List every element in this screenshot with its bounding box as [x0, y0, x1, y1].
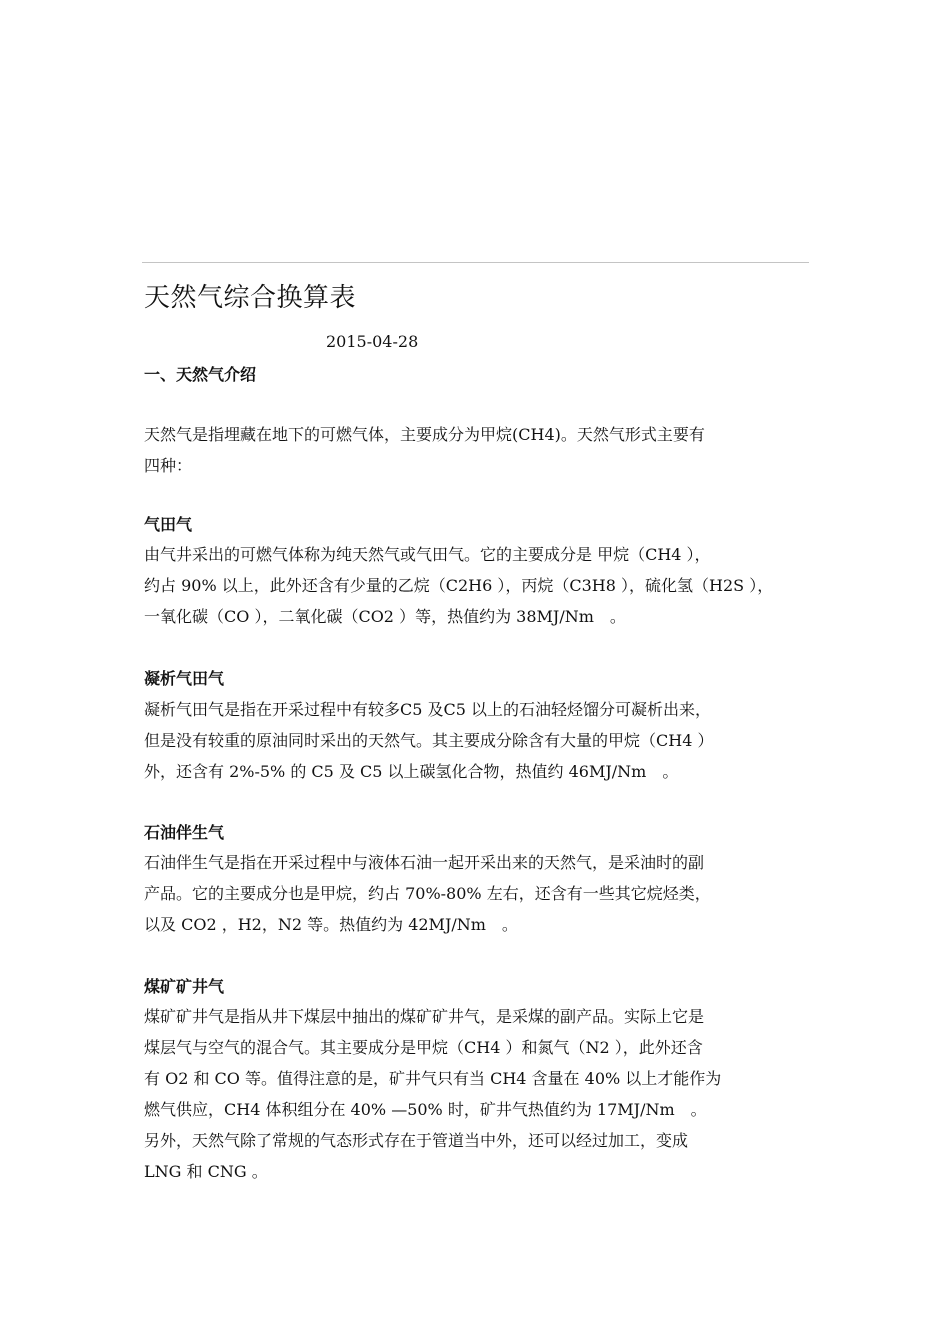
paragraph-line: 由气井采出的可燃气体称为纯天然气或气田气。它的主要成分是 甲烷（CH4 ）， — [144, 545, 711, 564]
paragraph-line: 产品。它的主要成分也是甲烷，约占 70%-80% 左右，还含有一些其它烷烃类， — [144, 884, 711, 903]
publish-date: 2015-04-28 — [326, 332, 419, 351]
subheading-condensate-gas: 凝析气田气 — [144, 669, 225, 688]
subheading-mine-gas: 煤矿矿井气 — [144, 977, 225, 996]
paragraph-line: 石油伴生气是指在开采过程中与液体石油一起开采出来的天然气，是采油时的副 — [144, 853, 705, 872]
paragraph-line: 一氧化碳（CO ），二氧化碳（CO2 ）等，热值约为 38MJ/Nm 。 — [144, 607, 626, 626]
paragraph-line: 煤层气与空气的混合气。其主要成分是甲烷（CH4 ）和氮气（N2 ），此外还含 — [144, 1038, 703, 1057]
paragraph-line: 煤矿矿井气是指从井下煤层中抽出的煤矿矿井气，是采煤的副产品。实际上它是 — [144, 1007, 705, 1026]
paragraph-line: 燃气供应，CH4 体积组分在 40% —50% 时，矿井气热值约为 17MJ/Nm 。 — [144, 1100, 707, 1119]
paragraph-line: 但是没有较重的原油同时采出的天然气。其主要成分除含有大量的甲烷（CH4 ） — [144, 731, 714, 750]
paragraph-line: LNG 和 CNG 。 — [144, 1162, 268, 1181]
top-divider — [142, 262, 809, 263]
intro-paragraph — [144, 419, 808, 481]
paragraph-mine-gas — [144, 1001, 808, 1187]
paragraph-gas-field — [144, 539, 808, 632]
paragraph-line: 四种： — [144, 456, 193, 475]
paragraph-condensate-gas — [144, 694, 808, 787]
paragraph-line: 约占 90% 以上，此外还含有少量的乙烷（C2H6 ），丙烷（C3H8 ），硫化氢（H2S ）， — [144, 576, 774, 595]
page-title: 天然气综合换算表 — [144, 283, 357, 313]
paragraph-line: 外，还含有 2%-5% 的 C5 及 C5 以上碳氢化合物，热值约 46MJ/Nm 。 — [144, 762, 679, 781]
paragraph-line: 有 O2 和 CO 等。值得注意的是，矿井气只有当 CH4 含量在 40% 以上才能作为 — [144, 1069, 722, 1088]
section-heading-intro: 一、天然气介绍 — [144, 365, 257, 384]
paragraph-line: 天然气是指埋藏在地下的可燃气体，主要成分为甲烷(CH4)。天然气形式主要有 — [144, 425, 705, 444]
paragraph-line: 另外，天然气除了常规的气态形式存在于管道当中外，还可以经过加工，变成 — [144, 1131, 689, 1150]
subheading-associated-gas: 石油伴生气 — [144, 823, 225, 842]
paragraph-line: 凝析气田气是指在开采过程中有较多C5 及C5 以上的石油轻烃馏分可凝析出来， — [144, 700, 712, 719]
paragraph-line: 以及 CO2 ，H2，N2 等。热值约为 42MJ/Nm 。 — [144, 915, 518, 934]
paragraph-associated-gas — [144, 847, 808, 940]
subheading-gas-field: 气田气 — [144, 515, 193, 534]
